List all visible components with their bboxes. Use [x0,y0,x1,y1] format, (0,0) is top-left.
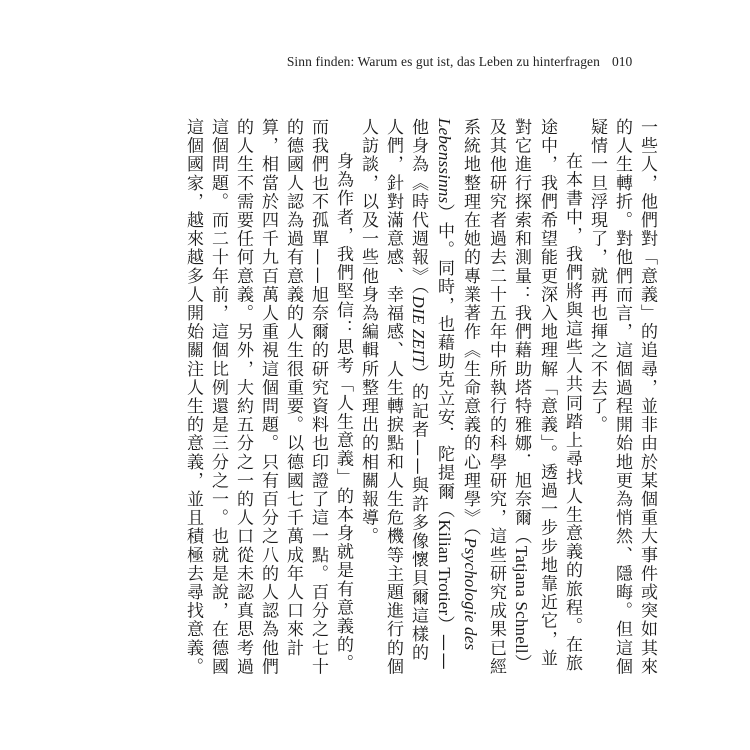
newspaper-title: DIE ZEIT [409,295,428,365]
paragraph-3-text: 身為作者，我們堅信：思考「人生意義」的本身就是有意義的。而我們也不孤單——旭奈爾的研究資料也印證了這一點。百分之七十的德國人認為過有意義的人生很重要。以德國七千萬成年人口來計算，相當於四千九百萬人重視這個問題。只有百分之八的人認為他們的人生不需要任何意義。另外，大約五分之一的人口從未認真思考過這個問題。而二十年前，這個比例還是三分之一。也就是說，在德國這個國家，越來越多人開始關注人生的意義，並且積極去尋找意義。 [183,118,353,676]
book-title-german: Psychologie des Lebenssinns [435,118,480,651]
author-name-schnell: Tatjana Schnell [512,545,531,654]
running-title: Sinn finden: Warum es gut ist, das Leben zu hinterfragen [286,54,600,69]
paragraph-3 [180,118,355,678]
page-number: 010 [612,54,633,69]
author-name-trotier: Kilian Trotier [435,519,454,616]
paragraph-1 [584,118,659,678]
vertical-body-text [180,118,659,678]
paragraph-1-text: 一些人，他們對「意義」的追尋，並非由於某個重大事件或突如其來的人生轉折。對他們而言，這個過程開始地更為悄然、隱晦。但這個疑情一旦浮現了，就再也揮之不去了。 [587,118,657,676]
paragraph-2-text-d: ）——他身為《時代週報》（ [408,118,454,672]
paragraph-2-text-c: ）中。同時，也藉助克立安．陀提爾（ [434,203,454,520]
paragraph-2-text-e: ）的記者——與許多像懷貝爾這樣的人們，針對滿意感、幸福感、人生轉捩點和人生危機等主題進行的個人訪談，以及一些他身為編輯所整理出的相關報導。 [358,118,428,676]
paragraph-2 [355,118,584,678]
paragraph-2-text-b: ）及其他研究者過去二十五年中所執行的科學研究，這些研究成果已經系統地整理在她的專業著作《生命意義的心理學》（ [460,118,531,676]
body-text-block [180,118,657,678]
paragraph-2-text-a: 在本書中，我們將與這些人共同踏上尋找人生意義的旅程。在旅途中，我們希望能更深入地理解「意義」。透過一步步地靠近它，並對它進行探索和測量：我們藉助塔特雅娜．旭奈爾（ [511,118,582,673]
